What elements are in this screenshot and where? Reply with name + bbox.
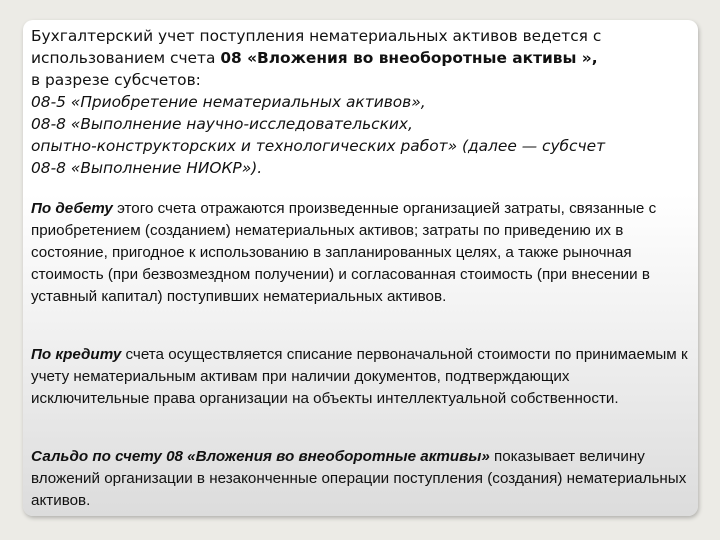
credit-lead: По кредиту: [31, 346, 122, 363]
intro-line-2: [31, 47, 695, 69]
credit-text: счета осуществляется списание первоначальной стоимости по принимаемым к учету нематериальным активам при наличии документов, подтверждающих исключительные права организации на объекты интеллектуальной собственности.: [31, 346, 688, 407]
saldo-paragraph: [31, 446, 691, 512]
subaccount-08-8-line-3: 08-8 «Выполнение НИОКР»).: [31, 159, 263, 177]
debit-text: этого счета отражаются произведенные организацией затраты, связанные с приобретением (созданием) нематериальных активов; затраты по приведению их в состояние, пригодное к использованию в запланированных целях, а также рыночная стоимость (при безвозмездном получении) и согласованная стоимость (при внесении в уставный капитал) поступивших нематериальных активов.: [31, 200, 657, 305]
saldo-lead: Сальдо по счету 08 «Вложения во внеоборотные активы»: [31, 448, 490, 465]
slide-panel: [23, 20, 698, 516]
subaccount-08-5: 08-5 «Приобретение нематериальных активов»,: [31, 93, 426, 111]
account-08-name: 08 «Вложения во внеоборотные активы »,: [220, 49, 598, 67]
intro-line-1: Бухгалтерский учет поступления нематериальных активов ведется с: [31, 27, 602, 45]
intro-line-3: в разрезе субсчетов:: [31, 71, 201, 89]
intro-block: [31, 25, 695, 179]
saldo-text: показывает величину вложений организации в незаконченные операции поступления (создания) нематериальных активов.: [31, 448, 687, 509]
credit-paragraph: [31, 344, 691, 410]
debit-lead: По дебету: [31, 200, 113, 217]
subaccount-08-8-line-1: 08-8 «Выполнение научно-исследовательских,: [31, 115, 413, 133]
intro-line-2-text: использованием счета: [31, 49, 221, 67]
debit-paragraph: [31, 198, 691, 308]
subaccount-08-8-line-2: опытно-конструкторских и технологических работ» (далее — субсчет: [31, 137, 606, 155]
